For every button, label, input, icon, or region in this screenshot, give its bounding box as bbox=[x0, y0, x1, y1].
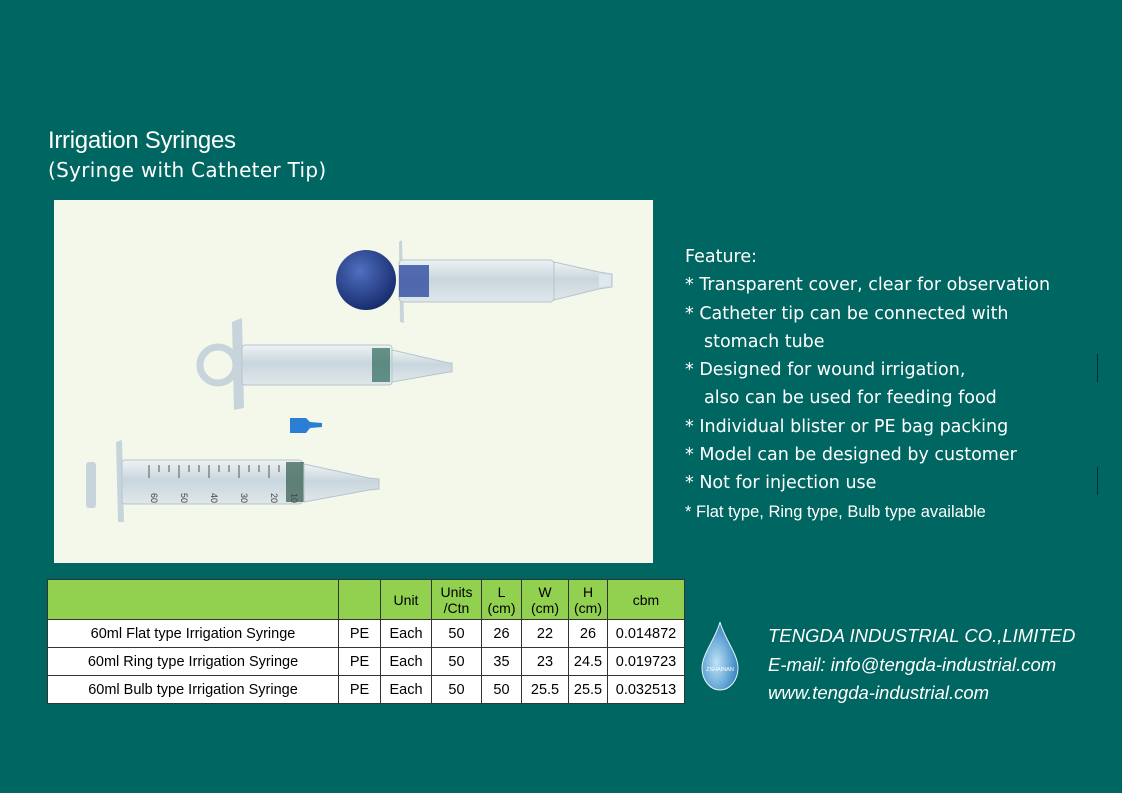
table-header-cell: W (cm) bbox=[522, 580, 569, 620]
table-cell: 24.5 bbox=[569, 648, 608, 676]
table-cell: PE bbox=[339, 620, 381, 648]
product-photo bbox=[54, 200, 653, 563]
company-email: E-mail: info@tengda-industrial.com bbox=[768, 653, 1057, 675]
feature-item: also can be used for feeding food bbox=[704, 388, 997, 409]
table-cell: 50 bbox=[432, 648, 482, 676]
feature-item: * Individual blister or PE bag packing bbox=[685, 416, 1009, 437]
table-cell: 50 bbox=[432, 620, 482, 648]
table-cell: PE bbox=[339, 676, 381, 704]
flat-syringe-image bbox=[86, 440, 379, 522]
table-row bbox=[48, 676, 685, 704]
table-row bbox=[48, 620, 685, 648]
scale-label: 20 bbox=[269, 493, 279, 504]
table-cell: 60ml Flat type Irrigation Syringe bbox=[48, 620, 339, 648]
table-header-cell: H (cm) bbox=[569, 580, 608, 620]
table-cell: 35 bbox=[482, 648, 522, 676]
feature-item: stomach tube bbox=[704, 331, 825, 352]
table-cell: 60ml Ring type Irrigation Syringe bbox=[48, 648, 339, 676]
table-header-cell bbox=[48, 580, 339, 620]
table-header-cell: Unit bbox=[381, 580, 432, 620]
scale-label: 10 bbox=[289, 493, 299, 504]
scale-label: 50 bbox=[179, 493, 189, 504]
vertical-divider bbox=[1097, 354, 1098, 382]
table-cell: 26 bbox=[482, 620, 522, 648]
scale-label: 60 bbox=[149, 493, 159, 504]
feature-item: * Designed for wound irrigation, bbox=[685, 360, 966, 381]
table-cell: Each bbox=[381, 676, 432, 704]
table-cell: 0.014872 bbox=[608, 620, 685, 648]
company-logo bbox=[700, 620, 740, 692]
feature-heading: Feature: bbox=[685, 247, 758, 267]
feature-item: * Model can be designed by customer bbox=[685, 445, 1017, 466]
scale-label: 30 bbox=[239, 493, 249, 504]
feature-item: * Not for injection use bbox=[685, 473, 877, 494]
table-cell: Each bbox=[381, 620, 432, 648]
table-cell: 50 bbox=[432, 676, 482, 704]
table-cell: 23 bbox=[522, 648, 569, 676]
table-cell: 0.019723 bbox=[608, 648, 685, 676]
vertical-divider bbox=[1097, 467, 1098, 495]
table-cell: 25.5 bbox=[569, 676, 608, 704]
table-cell: Each bbox=[381, 648, 432, 676]
table-cell: 50 bbox=[482, 676, 522, 704]
feature-item: * Transparent cover, clear for observation bbox=[685, 275, 1051, 296]
ring-syringe-image bbox=[200, 318, 452, 433]
table-cell: 26 bbox=[569, 620, 608, 648]
company-website: www.tengda-industrial.com bbox=[768, 682, 990, 703]
table-header-cell: cbm bbox=[608, 580, 685, 620]
table-row bbox=[48, 648, 685, 676]
feature-item: * Flat type, Ring type, Bulb type available bbox=[685, 502, 986, 521]
table-cell: 25.5 bbox=[522, 676, 569, 704]
table-cell: 0.032513 bbox=[608, 676, 685, 704]
logo-text: ZSHAINAN bbox=[706, 667, 734, 673]
company-name: TENGDA INDUSTRIAL CO.,LIMITED bbox=[768, 625, 1076, 646]
table-cell: 60ml Bulb type Irrigation Syringe bbox=[48, 676, 339, 704]
table-header-cell: Units /Ctn bbox=[432, 580, 482, 620]
company-info bbox=[768, 622, 1075, 708]
scale-label: 40 bbox=[209, 493, 219, 504]
spec-table bbox=[47, 579, 685, 704]
feature-item: * Catheter tip can be connected with bbox=[685, 303, 1009, 324]
feature-list bbox=[685, 243, 1105, 526]
page-subtitle: (Syringe with Catheter Tip) bbox=[48, 158, 327, 182]
table-header-cell: L (cm) bbox=[482, 580, 522, 620]
page-title: Irrigation Syringes bbox=[48, 127, 236, 154]
table-header-row bbox=[48, 580, 685, 620]
table-cell: PE bbox=[339, 648, 381, 676]
table-cell: 22 bbox=[522, 620, 569, 648]
bulb-syringe-image bbox=[336, 240, 612, 323]
table-header-cell bbox=[339, 580, 381, 620]
